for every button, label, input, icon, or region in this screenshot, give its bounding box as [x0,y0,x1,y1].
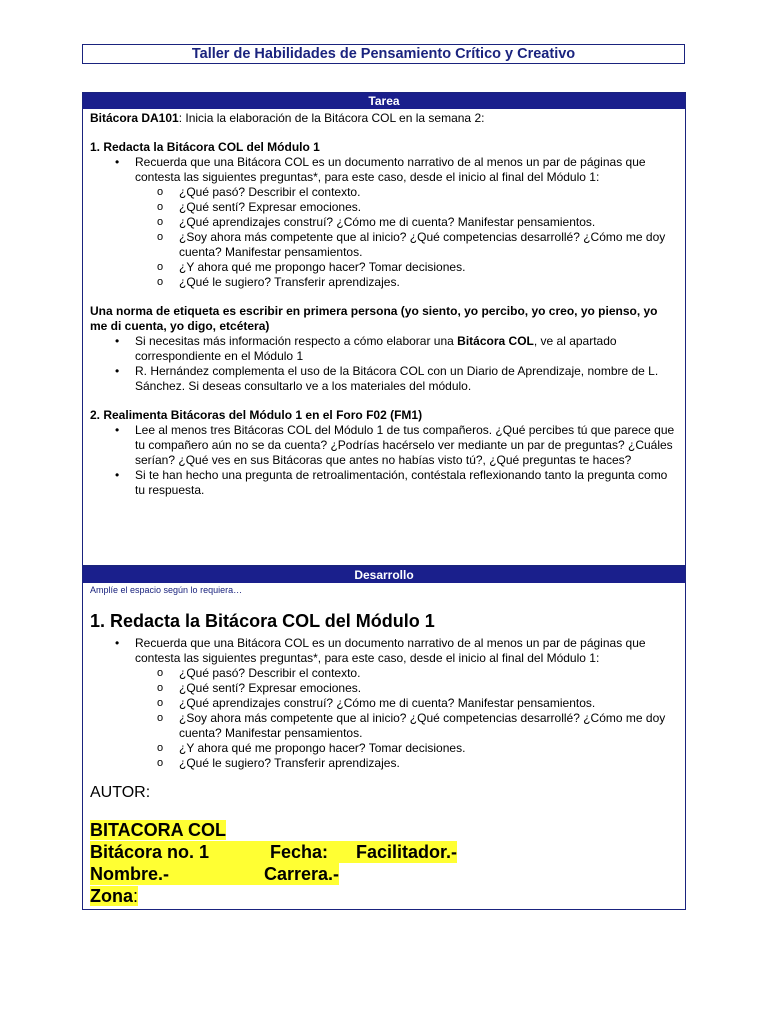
document-title-box [82,44,685,64]
space-hint: Amplíe el espacio según lo requiera… [90,585,243,595]
facilitador-label: Facilitador.- [356,842,458,862]
zona-label: Zona [90,886,133,906]
section-1-title: 1. Redacta la Bitácora COL del Módulo 1 [90,140,320,154]
bitacora-block [90,819,678,907]
bitacora-number: Bitácora no. 1 [90,841,270,863]
list-item: o ¿Qué le sugiero? Transferir aprendizajes. [135,275,678,290]
list-item: o ¿Qué le sugiero? Transferir aprendizajes. [135,756,678,771]
list-item: o ¿Qué pasó? Describir el contexto. [135,185,678,200]
list-item: o ¿Y ahora qué me propongo hacer? Tomar decisiones. [135,741,678,756]
list-item: • Si te han hecho una pregunta de retroalimentación, contéstala reflexionando tanto la pregunta como tu respuesta. [90,468,678,498]
tarea-header: Tarea [83,93,685,109]
list-item: • R. Hernández complementa el uso de la Bitácora COL con un Diario de Aprendizaje, nombre de L. Sánchez. Si deseas consultarlo ve a los materiales del módulo. [90,364,678,394]
desarrollo-section [82,566,686,910]
list-item: o ¿Qué sentí? Expresar emociones. [135,200,678,215]
carrera-label: Carrera.- [264,864,340,884]
nombre-label: Nombre.- [90,863,264,885]
info-list [90,334,678,394]
list-item: o ¿Qué pasó? Describir el contexto. [135,666,678,681]
list-item: o ¿Qué sentí? Expresar emociones. [135,681,678,696]
tarea-intro: Bitácora DA101: Inicia la elaboración de la Bitácora COL en la semana 2: [90,111,485,125]
desarrollo-title: 1. Redacta la Bitácora COL del Módulo 1 [90,611,435,631]
list-item: o ¿Y ahora qué me propongo hacer? Tomar decisiones. [135,260,678,275]
list-item: • Lee al menos tres Bitácoras COL del Módulo 1 de tus compañeros. ¿Qué percibes tú que parece que tu compañero aún no se da cuenta? ¿Podrías hacérselo ver mediante un par de preguntas? ¿Cuáles serían? ¿Qué ves en sus Bitácoras que antes no habías visto tú?, ¿Qué preguntas te haces? [90,423,678,468]
desarrollo-header: Desarrollo [83,567,685,583]
section-2-title: 2. Realimenta Bitácoras del Módulo 1 en el Foro F02 (FM1) [90,408,423,422]
etiqueta-note: Una norma de etiqueta es escribir en primera persona (yo siento, yo percibo, yo creo, yo pienso, yo me di cuenta, yo digo, etcétera) [90,304,658,333]
document-title: Taller de Habilidades de Pensamiento Crítico y Creativo [191,46,576,62]
list-item: o ¿Qué aprendizajes construí? ¿Cómo me di cuenta? Manifestar pensamientos. [135,696,678,711]
list-item: o ¿Qué aprendizajes construí? ¿Cómo me di cuenta? Manifestar pensamientos. [135,215,678,230]
list-item: • Si necesitas más información respecto a cómo elaborar una Bitácora COL, ve al apartado correspondiente en el Módulo 1 [90,334,678,364]
zona-colon: : [133,886,139,906]
list-item: • Recuerda que una Bitácora COL es un documento narrativo de al menos un par de páginas que contesta las siguientes preguntas*, para este caso, desde el inicio al final del Módulo 1: o ¿Qué pasó? Describir el contexto. o ¿Qué sentí? Expresar emociones. o ¿Qué aprendizajes construí? ¿Cómo me di cuenta? Manifestar pensamientos. o ¿Soy ahora más competente que al inicio? ¿Qué competencias desarrollé? ¿Cómo me doy cuenta? Manifestar pensamientos. o ¿Y ahora qué me propongo hacer? Tomar decisiones. o ¿Qué le sugiero? Transferir aprendizajes. [90,155,678,290]
question-list [135,185,678,290]
section-2-list [90,423,678,498]
list-item: o ¿Soy ahora más competente que al inicio? ¿Qué competencias desarrollé? ¿Cómo me doy cuenta? Manifestar pensamientos. [135,711,678,741]
desarrollo-list [90,636,678,771]
tarea-section [82,92,686,566]
section-1-list [90,155,678,290]
question-list [135,666,678,771]
fecha-label: Fecha: [270,841,356,863]
autor-label: AUTOR: [90,784,151,801]
bitacora-col-heading: BITACORA COL [90,820,226,840]
list-item: o ¿Soy ahora más competente que al inicio? ¿Qué competencias desarrollé? ¿Cómo me doy cuenta? Manifestar pensamientos. [135,230,678,260]
list-item: • Recuerda que una Bitácora COL es un documento narrativo de al menos un par de páginas que contesta las siguientes preguntas*, para este caso, desde el inicio al final del Módulo 1: o ¿Qué pasó? Describir el contexto. o ¿Qué sentí? Expresar emociones. o ¿Qué aprendizajes construí? ¿Cómo me di cuenta? Manifestar pensamientos. o ¿Soy ahora más competente que al inicio? ¿Qué competencias desarrollé? ¿Cómo me doy cuenta? Manifestar pensamientos. o ¿Y ahora qué me propongo hacer? Tomar decisiones. o ¿Qué le sugiero? Transferir aprendizajes. [90,636,678,771]
